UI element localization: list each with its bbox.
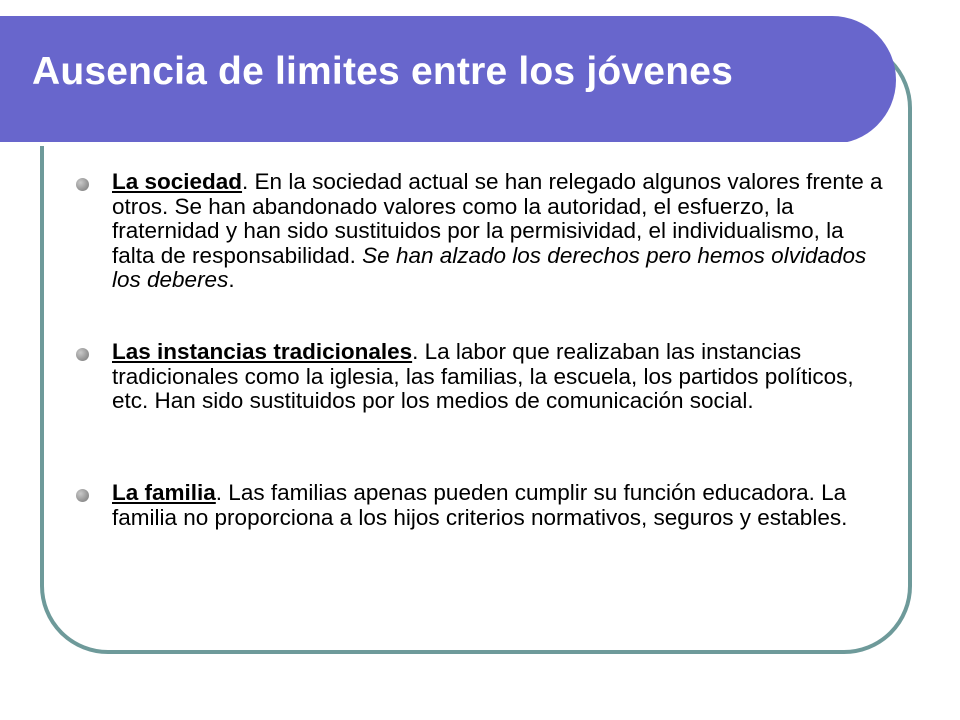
bullet-icon bbox=[76, 348, 89, 361]
bullet-icon bbox=[76, 489, 89, 502]
title-underline bbox=[0, 142, 848, 146]
item-text bbox=[112, 340, 892, 414]
item-text bbox=[112, 481, 892, 530]
item-body: . Las familias apenas pueden cumplir su función educadora. La familia no proporciona a los hijos criterios normativos, seguros y estables. bbox=[112, 480, 848, 530]
slide-title: Ausencia de limites entre los jóvenes bbox=[32, 50, 734, 93]
item-text bbox=[112, 170, 892, 293]
item-italic: Se han alzado los derechos pero hemos olvidados los deberes bbox=[112, 242, 867, 292]
item-end: . bbox=[228, 267, 235, 292]
item-heading: Las instancias tradicionales bbox=[112, 339, 413, 364]
item-body: . En la sociedad actual se han relegado algunos valores frente a otros. Se han abandonado valores como la autoridad, el esfuerzo, la fraternidad y han sido sustituidos por la permisividad, el individualismo, la falta de responsabilidad. bbox=[112, 169, 883, 268]
item-heading: La familia bbox=[112, 480, 216, 505]
item-heading: La sociedad bbox=[112, 169, 243, 194]
bullet-icon bbox=[76, 178, 89, 191]
item-body: . La labor que realizaban las instancias tradicionales como la iglesia, las familias, la escuela, los partidos políticos, etc. Han sido sustituidos por los medios de comunicación social. bbox=[112, 339, 854, 413]
